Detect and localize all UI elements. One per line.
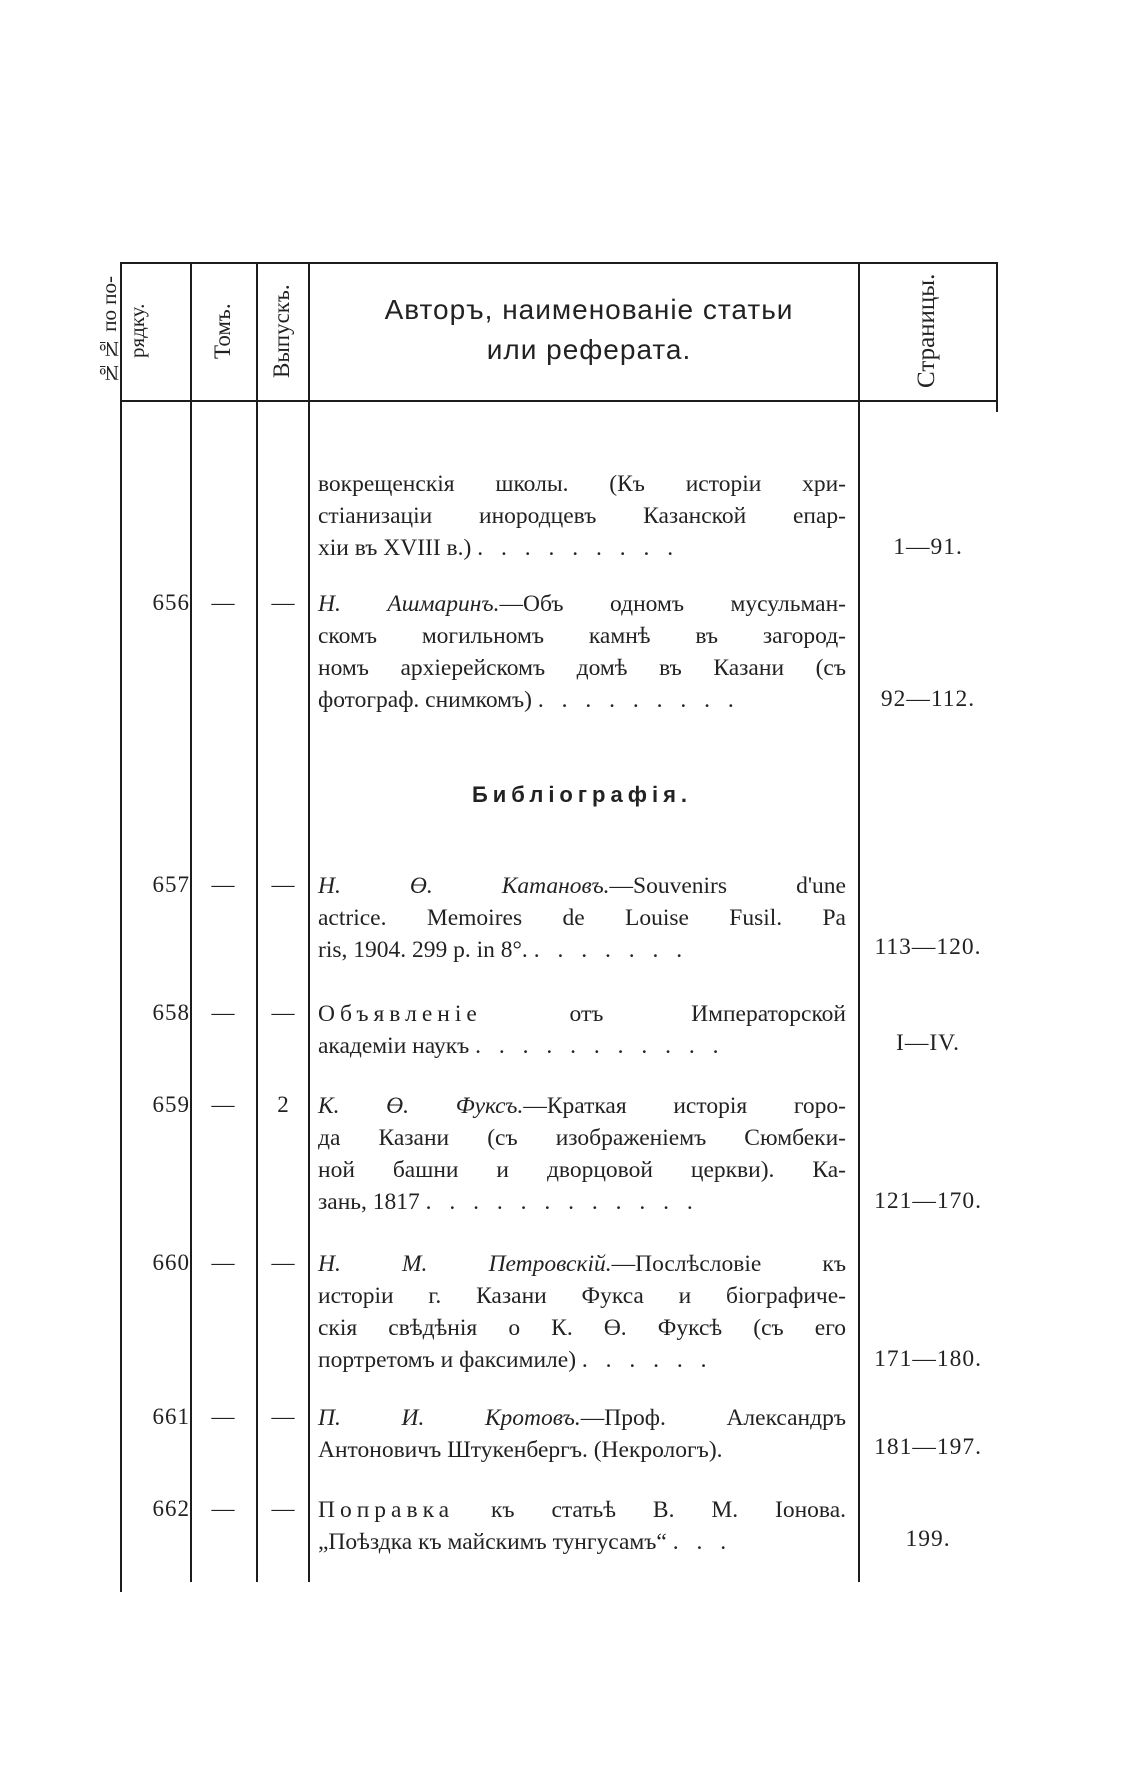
entry-656-text1: —Объ одномъ мусульман- bbox=[499, 591, 847, 617]
section-heading: Библіографія. bbox=[471, 782, 693, 807]
leader-dots: . . . . . . . . . bbox=[537, 687, 740, 713]
entry-657-number: 657 bbox=[152, 872, 190, 897]
table-top-rule bbox=[120, 262, 998, 264]
entry-662-line1 bbox=[318, 1494, 846, 1526]
entry-continued-line3 bbox=[318, 532, 846, 564]
entry-660-tom: — bbox=[211, 1250, 235, 1275]
entry-660-line4 bbox=[318, 1344, 846, 1376]
entry-660-author: Н. М. Петровскій. bbox=[318, 1251, 612, 1277]
entry-659 bbox=[318, 1090, 846, 1218]
entry-657-tom: — bbox=[211, 872, 235, 897]
col-title-rule bbox=[858, 262, 860, 1582]
leader-dots: . . . bbox=[672, 1529, 733, 1555]
header-col-pages bbox=[860, 266, 994, 396]
entry-659-author: К. Ө. Фуксъ. bbox=[318, 1093, 524, 1119]
entry-662-number: 662 bbox=[152, 1496, 190, 1521]
entry-657-pages: 113—120. bbox=[874, 934, 982, 960]
entry-660-pages: 171—180. bbox=[874, 1346, 982, 1372]
header-col-pages-label: Страницы. bbox=[913, 273, 940, 389]
entry-660-number: 660 bbox=[152, 1250, 190, 1275]
entry-657-text1: —Souvenirs d'une bbox=[609, 873, 846, 899]
entry-660-vyp: — bbox=[271, 1250, 295, 1275]
entry-656-pages: 92—112. bbox=[880, 686, 976, 712]
entry-659-line4 bbox=[318, 1186, 846, 1218]
entry-661-author: П. И. Кротовъ. bbox=[318, 1405, 581, 1431]
table-right-rule bbox=[996, 262, 998, 412]
entry-660-line2: исторіи г. Казани Фукса и біографиче- bbox=[318, 1283, 846, 1309]
entry-659-tom: — bbox=[211, 1092, 235, 1117]
entry-660-line3: скія свѣдѣнія о К. Ө. Фуксѣ (съ его bbox=[318, 1315, 846, 1341]
entry-660-text4: портретомъ и факсимиле) bbox=[318, 1347, 577, 1373]
col-num-rule bbox=[190, 262, 192, 1582]
entry-657-line1 bbox=[318, 870, 846, 902]
entry-659-line1 bbox=[318, 1090, 846, 1122]
header-col-tom bbox=[192, 266, 254, 396]
leader-dots: . . . . . . . . . . . bbox=[475, 1033, 725, 1059]
entry-662-vyp: — bbox=[271, 1496, 295, 1521]
entry-continued bbox=[318, 468, 846, 564]
entry-656-number: 656 bbox=[152, 590, 190, 615]
entry-661-tom: — bbox=[211, 1404, 235, 1429]
entry-662-tom: — bbox=[211, 1496, 235, 1521]
entry-658 bbox=[318, 998, 846, 1062]
entry-658-spaced: Объявленіе bbox=[318, 1001, 482, 1027]
entry-657-vyp: — bbox=[271, 872, 295, 897]
leader-dots: . . . . . . bbox=[581, 1347, 713, 1373]
entry-continued-line2: стіанизаціи инородцевъ Казанской епар- bbox=[318, 503, 846, 529]
entry-continued-text: хіи въ XVIII в.) bbox=[318, 535, 472, 561]
entry-657-line2: actrice. Memoires de Louise Fusil. Pa bbox=[318, 905, 846, 931]
col-vyp-rule bbox=[308, 262, 310, 1582]
entry-662-spaced: Поправка bbox=[318, 1497, 455, 1523]
entry-662 bbox=[318, 1494, 846, 1558]
entry-656-vyp: — bbox=[271, 590, 295, 615]
header-col-tom-label: Томъ. bbox=[210, 303, 235, 359]
entry-656-author: Н. Ашмаринъ. bbox=[318, 591, 500, 617]
entry-661-text1: —Проф. Александръ bbox=[580, 1405, 846, 1431]
entry-656-line2: скомъ могильномъ камнѣ въ загород- bbox=[318, 623, 846, 649]
entry-658-number: 658 bbox=[152, 1000, 190, 1025]
entry-659-text4: зань, 1817 bbox=[318, 1189, 420, 1215]
entry-662-line2 bbox=[318, 1526, 846, 1558]
entry-662-text2: „Поѣздка къ майскимъ тунгусамъ“ bbox=[318, 1529, 667, 1555]
entry-662-text1: къ статьѣ В. М. Іонова. bbox=[490, 1497, 846, 1523]
entry-656-tom: — bbox=[211, 590, 235, 615]
header-col-num-label: №№ по по-рядку. bbox=[97, 276, 149, 386]
entry-659-vyp: 2 bbox=[277, 1092, 289, 1117]
entry-661 bbox=[318, 1402, 846, 1466]
entry-656-text4: фотограф. снимкомъ) bbox=[318, 687, 533, 713]
entry-continued-line1: вокрещенскія школы. (Къ исторіи хри- bbox=[318, 471, 846, 497]
entry-662-pages: 199. bbox=[905, 1526, 951, 1552]
entry-657 bbox=[318, 870, 846, 966]
entry-657-line3 bbox=[318, 934, 846, 966]
entry-656-line3: номъ архіерейскомъ домѣ въ Казани (съ bbox=[318, 655, 846, 681]
entry-659-line3: ной башни и дворцовой церкви). Ка- bbox=[318, 1157, 846, 1183]
entry-658-text2: академіи наукъ bbox=[318, 1033, 470, 1059]
table-left-rule bbox=[120, 262, 122, 1592]
header-bottom-rule bbox=[120, 400, 998, 402]
entry-658-line2 bbox=[318, 1030, 846, 1062]
entry-658-tom: — bbox=[211, 1000, 235, 1025]
header-col-title-line2: или реферата. bbox=[486, 334, 692, 365]
entry-continued-pages: 1—91. bbox=[893, 534, 963, 560]
leader-dots: . . . . . . . . . bbox=[477, 535, 680, 561]
header-col-vyp bbox=[258, 266, 306, 396]
entry-656-line4 bbox=[318, 684, 846, 716]
entry-658-line1 bbox=[318, 998, 846, 1030]
entry-658-pages: I—IV. bbox=[896, 1030, 960, 1056]
header-col-num bbox=[97, 266, 188, 396]
entry-661-vyp: — bbox=[271, 1404, 295, 1429]
entry-661-pages: 181—197. bbox=[874, 1434, 982, 1460]
entry-658-vyp: — bbox=[271, 1000, 295, 1025]
entry-660 bbox=[318, 1248, 846, 1376]
entry-661-number: 661 bbox=[152, 1404, 190, 1429]
entry-659-number: 659 bbox=[152, 1092, 190, 1117]
header-col-vyp-label: Выпускъ. bbox=[269, 284, 294, 378]
entry-659-text1: —Краткая исторія горо- bbox=[523, 1093, 846, 1119]
entry-658-text1: отъ Императорской bbox=[569, 1001, 846, 1027]
entry-659-pages: 121—170. bbox=[874, 1188, 982, 1214]
header-col-title-line1: Авторъ, наименованіе статьи bbox=[384, 294, 794, 325]
entry-660-line1 bbox=[318, 1248, 846, 1280]
entry-661-line1 bbox=[318, 1402, 846, 1434]
entry-656 bbox=[318, 588, 846, 716]
entry-660-text1: —Послѣсловіе къ bbox=[611, 1251, 846, 1277]
col-tom-rule bbox=[256, 262, 258, 1582]
entry-661-line2: Антоновичъ Штукенбергъ. (Некрологъ). bbox=[318, 1437, 723, 1463]
entry-657-text3: ris, 1904. 299 p. in 8°. bbox=[318, 937, 528, 963]
header-col-title bbox=[318, 290, 860, 370]
entry-659-line2: да Казани (съ изображеніемъ Сюмбеки- bbox=[318, 1125, 846, 1151]
entry-657-author: Н. Ө. Катановъ. bbox=[318, 873, 610, 899]
entry-656-line1 bbox=[318, 588, 846, 620]
leader-dots: . . . . . . . . . . . . bbox=[425, 1189, 699, 1215]
leader-dots: . . . . . . . bbox=[533, 937, 689, 963]
